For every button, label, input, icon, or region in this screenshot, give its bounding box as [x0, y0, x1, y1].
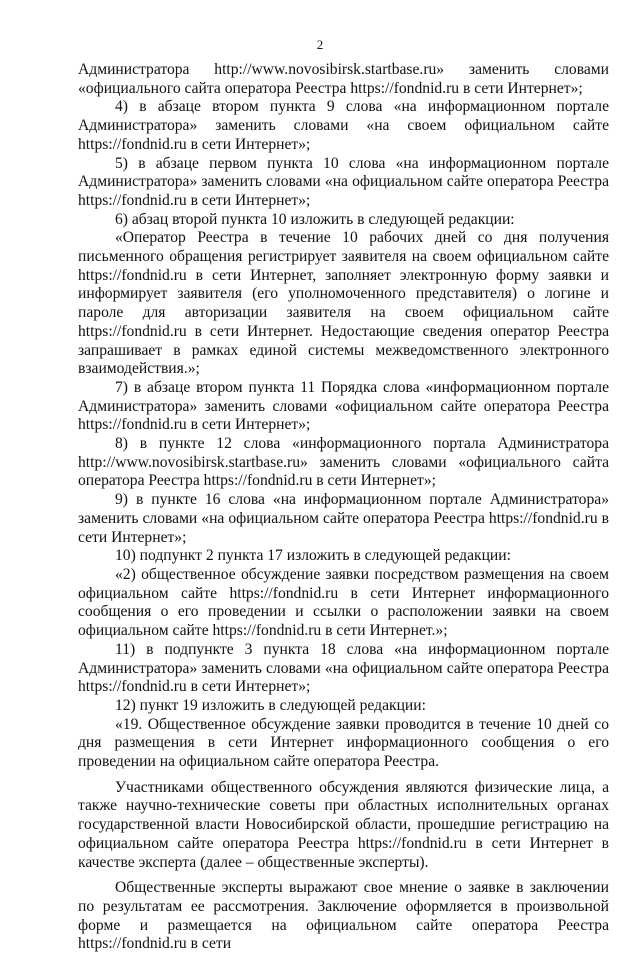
page-number: 2 — [316, 37, 324, 52]
document-body — [78, 61, 609, 954]
paragraph-item-11: 11) в подпункте 3 пункта 18 слова «на информационном портале Администратора» заменить словами «на официальном сайте оператора Реестра https://fondnid.ru в сети Интернет»; — [78, 640, 609, 696]
paragraph-item-5: 5) в абзаце первом пункта 10 слова «на информационном портале Администратора» заменить словами «на официальном сайте оператора Реестра https://fondnid.ru в сети Интернет»; — [78, 154, 609, 209]
paragraph-item-9: 9) в пункте 16 слова «на информационном портале Администратора» заменить словами «на официальном сайте оператора Реестра https://fondnid.ru в сети Интернет»; — [78, 491, 609, 546]
paragraph-item-8: 8) в пункте 12 слова «информационного портала Администратора http://www.novosibirsk.startbase.ru» заменить словами «официального сайта оператора Реестра https://fondnid.ru в сети Интернет»; — [78, 435, 609, 490]
paragraph-continuation: Администратора http://www.novosibirsk.startbase.ru» заменить словами «официального сайта оператора Реестра https://fondnid.ru в сети Интернет»; — [78, 61, 609, 97]
paragraph-experts-opinion: Общественные эксперты выражают свое мнение о заявке в заключении по результатам ее рассмотрения. Заключение оформляется в произвольной форме и размещается на официальном сайте оператора Реестра https://fondnid.ru в сети — [78, 879, 609, 953]
paragraph-item-6: 6) абзац второй пункта 10 изложить в следующей редакции: — [115, 210, 515, 228]
paragraph-quote-public-discussion: «2) общественное обсуждение заявки посредством размещения на своем официальном сайте https://fondnid.ru в сети Интернет информационного сообщения о его проведении и ссылки о расположении заявки на своем официальном сайте https://fondnid.ru в сети Интернет.»; — [78, 565, 609, 640]
paragraph-quote-registry-operator: «Оператор Реестра в течение 10 рабочих дней со дня получения письменного обращения регистрирует заявителя на своем официальном сайте https://fondnid.ru в сети Интернет, заполняет электронную форму заявки и информирует заявителя (его уполномоченного представителя) о логине и пароле для авторизации заявителя на своем официальном сайте https://fondnid.ru в сети Интернет. Недостающие сведения оператор Реестра запрашивает в рамках единой системы межведомственного электронного взаимодействия.»; — [78, 229, 609, 378]
paragraph-item-12: 12) пункт 19 изложить в следующей редакции: — [115, 696, 426, 714]
paragraph-item-10: 10) подпункт 2 пункта 17 изложить в следующей редакции: — [115, 547, 511, 565]
paragraph-participants: Участниками общественного обсуждения являются физические лица, а также научно-технические советы при областных исполнительных органах государственной власти Новосибирской области, прошедшие регистрацию на официальном сайте оператора Реестра https://fondnid.ru в сети Интернет в качестве эксперта (далее – общественные эксперты). — [78, 778, 609, 871]
paragraph-item-4: 4) в абзаце втором пункта 9 слова «на информационном портале Администратора» заменить словами «на своем официальном сайте https://fondnid.ru в сети Интернет»; — [78, 98, 609, 153]
paragraph-quote-point-19: «19. Общественное обсуждение заявки проводится в течение 10 дней со дня размещения в сети Интернет информационного сообщения о его проведении на официальном сайте оператора Реестра. — [78, 715, 609, 771]
paragraph-item-7: 7) в абзаце втором пункта 11 Порядка слова «информационном портале Администратора» заменить словами «официальном сайте оператора Реестра https://fondnid.ru в сети Интернет»; — [78, 378, 609, 434]
